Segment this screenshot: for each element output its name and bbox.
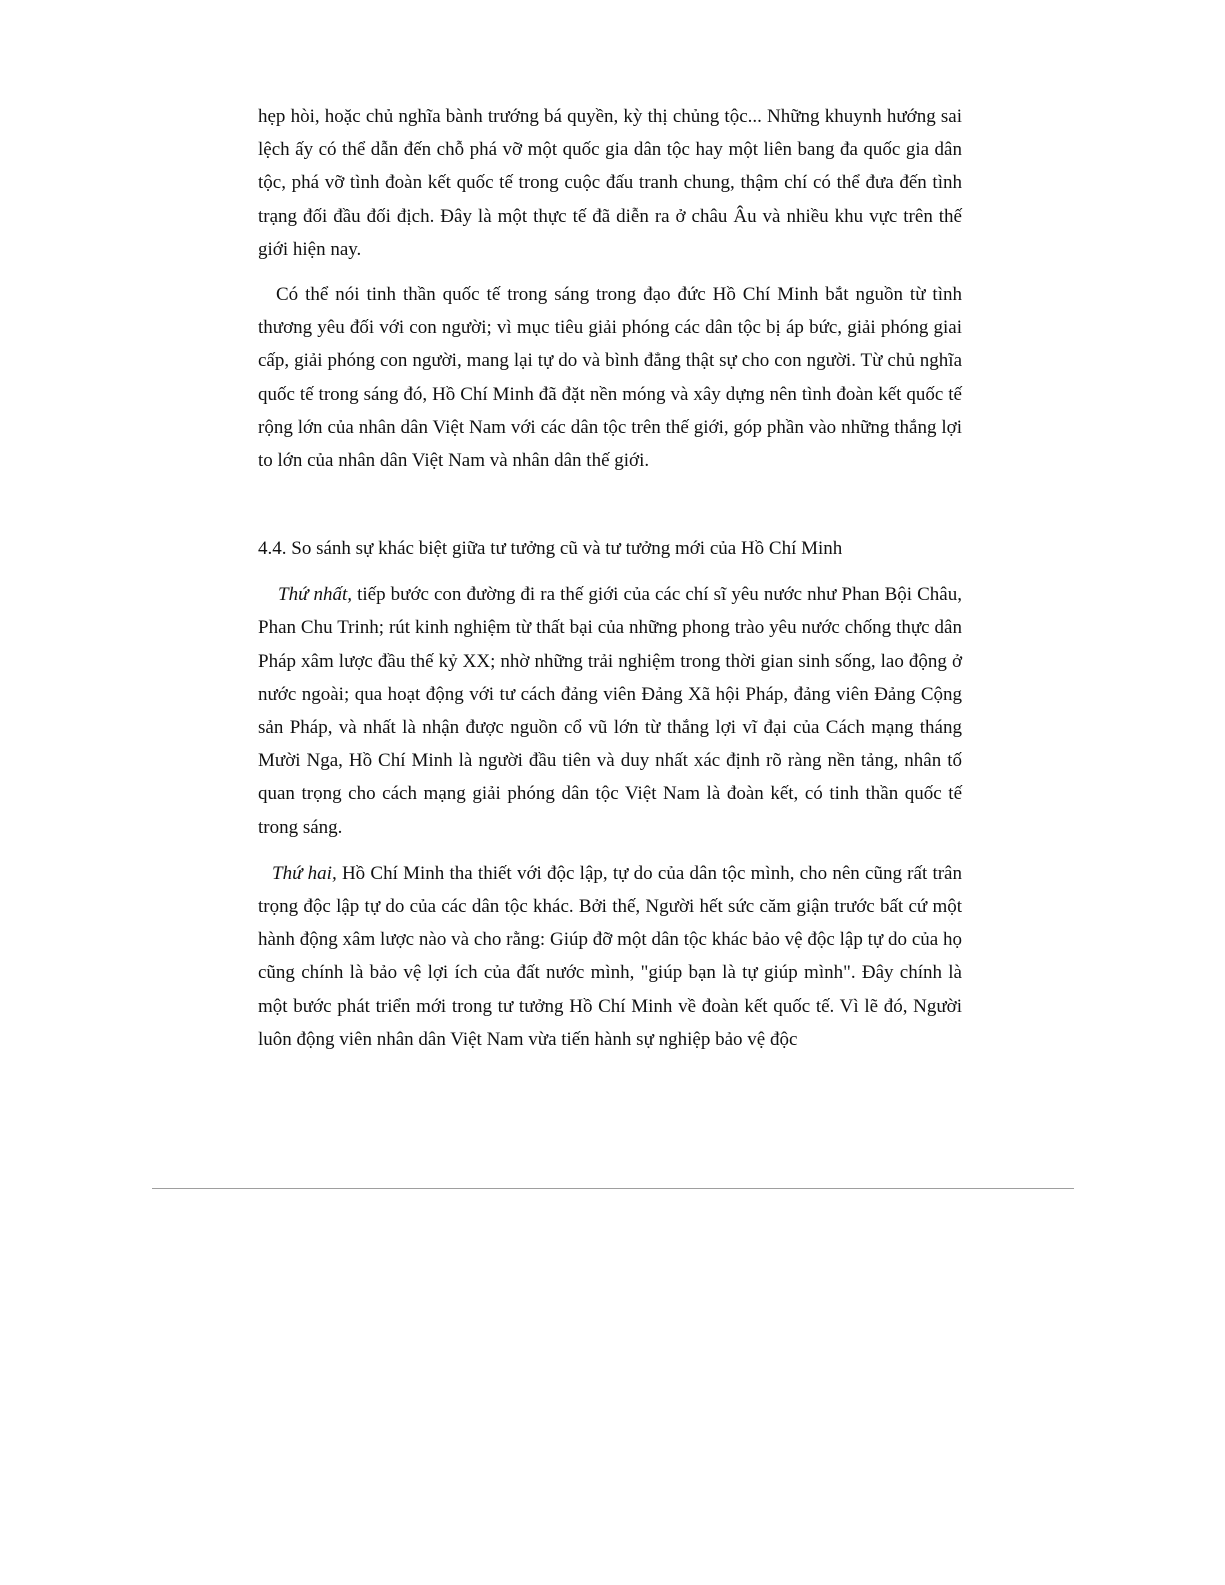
document-body <box>258 100 962 1056</box>
section-heading: 4.4. So sánh sự khác biệt giữa tư tưởng cũ và tư tưởng mới của Hồ Chí Minh <box>258 538 843 560</box>
paragraph-3-text: tiếp bước con đường đi ra thế giới của các chí sĩ yêu nước như Phan Bội Châu, Phan Chu Trinh; rút kinh nghiệm từ thất bại của những phong trào yêu nước chống thực dân Pháp xâm lược đầu thế kỷ XX; nhờ những trải nghiệm trong thời gian sinh sống, lao động ở nước ngoài; qua hoạt động với tư cách đảng viên Đảng Xã hội Pháp, đảng viên Đảng Cộng sản Pháp, và nhất là nhận được nguồn cổ vũ lớn từ thắng lợi vĩ đại của Cách mạng tháng Mười Nga, Hồ Chí Minh là người đầu tiên và duy nhất xác định rõ ràng nền tảng, nhân tố quan trọng cho cách mạng giải phóng dân tộc Việt Nam là đoàn kết, có tinh thần quốc tế trong sáng. <box>258 584 962 838</box>
page-footer-divider <box>152 1188 1074 1189</box>
paragraph-4 <box>258 857 962 1056</box>
paragraph-4-text: Hồ Chí Minh tha thiết với độc lập, tự do của dân tộc mình, cho nên cũng rất trân trọng độc lập tự do của các dân tộc khác. Bởi thế, Người hết sức căm giận trước bất cứ một hành động xâm lược nào và cho rằng: Giúp đỡ một dân tộc khác bảo vệ độc lập tự do của họ cũng chính là bảo vệ lợi ích của đất nước mình, "giúp bạn là tự giúp mình". Đây chính là một bước phát triển mới trong tư tưởng Hồ Chí Minh về đoàn kết quốc tế. Vì lẽ đó, Người luôn động viên nhân dân Việt Nam vừa tiến hành sự nghiệp bảo vệ độc <box>258 862 962 1050</box>
paragraph-4-lead: Thứ hai, <box>272 862 337 884</box>
paragraph-2: Có thể nói tinh thần quốc tế trong sáng trong đạo đức Hồ Chí Minh bắt nguồn từ tình thương yêu đối với con người; vì mục tiêu giải phóng các dân tộc bị áp bức, giải phóng giai cấp, giải phóng con người, mang lại tự do và bình đẳng thật sự cho con người. Từ chủ nghĩa quốc tế trong sáng đó, Hồ Chí Minh đã đặt nền móng và xây dựng nên tình đoàn kết quốc tế rộng lớn của nhân dân Việt Nam với các dân tộc trên thế giới, góp phần vào những thắng lợi to lớn của nhân dân Việt Nam và nhân dân thế giới. <box>258 284 962 472</box>
paragraph-1: hẹp hòi, hoặc chủ nghĩa bành trướng bá quyền, kỳ thị chủng tộc... Những khuynh hướng sai lệch ấy có thể dẫn đến chỗ phá vỡ một quốc gia dân tộc hay một liên bang đa quốc gia dân tộc, phá vỡ tình đoàn kết quốc tế trong cuộc đấu tranh chung, thậm chí có thể đưa đến tình trạng đối đầu đối địch. Đây là một thực tế đã diễn ra ở châu Âu và nhiều khu vực trên thế giới hiện nay. <box>258 106 962 260</box>
paragraph-3-lead: Thứ nhất, <box>278 584 353 606</box>
paragraph-3 <box>258 578 962 844</box>
